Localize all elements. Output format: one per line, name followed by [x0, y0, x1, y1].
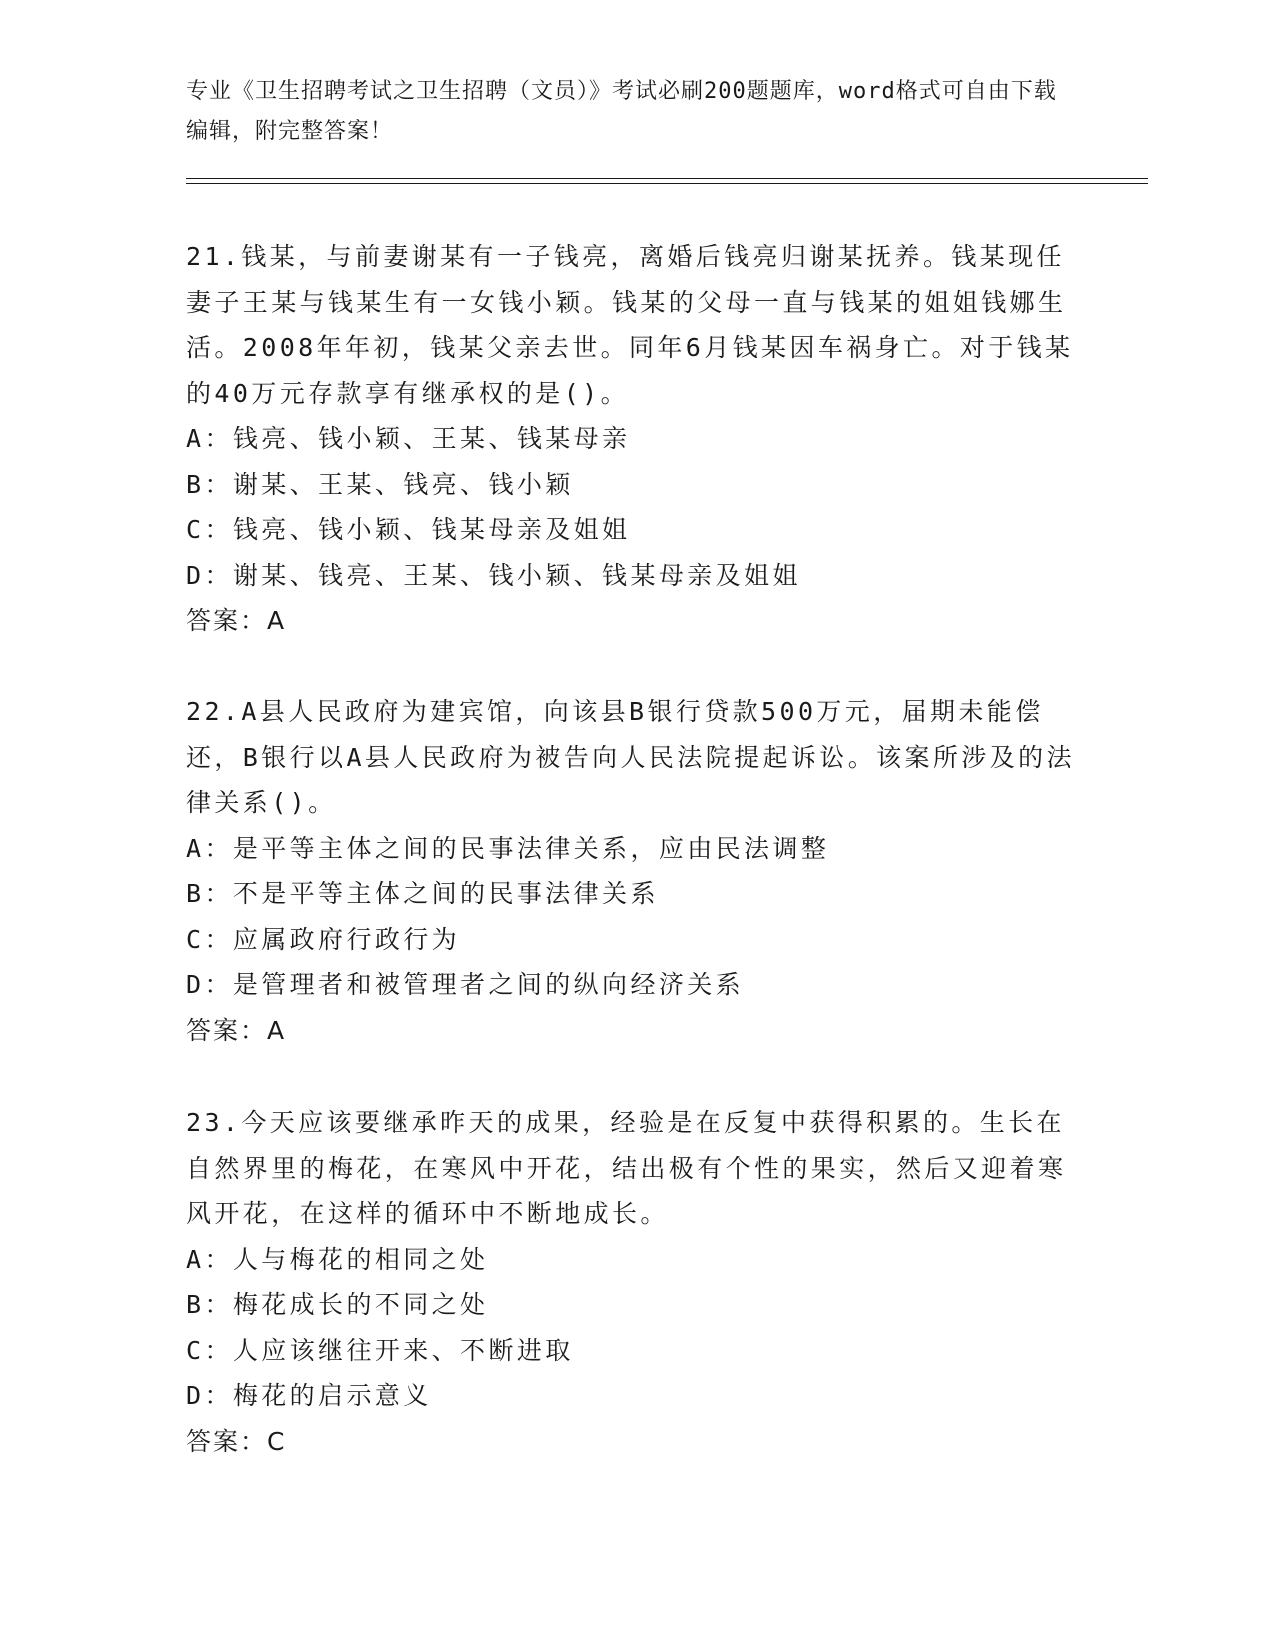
option-b: B：不是平等主体之间的民事法律关系	[186, 879, 659, 908]
option-d: D：梅花的启示意义	[186, 1381, 432, 1410]
option-d: D：谢某、钱亮、王某、钱小颖、钱某母亲及姐姐	[186, 560, 801, 590]
option-c: C：人应该继往开来、不断进取	[186, 1335, 574, 1365]
question-stem: 21.钱某，与前妻谢某有一子钱亮，离婚后钱亮归谢某抚养。钱某现任妻子王某与钱某生有一女钱小颖。钱某的父母一直与钱某的姐姐钱娜生活。2008年年初，钱某父亲去世。同年6月钱某因车祸身亡。对于钱某的40万元存款享有继承权的是()。	[186, 242, 1074, 408]
answer: 答案：A	[186, 606, 287, 635]
answer: 答案：A	[186, 1015, 287, 1045]
header-divider-bottom	[186, 183, 1148, 184]
question-stem: 22.A县人民政府为建宾馆，向该县B银行贷款500万元，届期未能偿还，B银行以A县人民政府为被告向人民法院提起诉讼。该案所涉及的法律关系()。	[186, 697, 1075, 817]
option-a: A：钱亮、钱小颖、王某、钱某母亲	[186, 424, 631, 453]
header-divider-top	[186, 178, 1148, 179]
header-text: 专业《卫生招聘考试之卫生招聘（文员）》考试必刷200题题库，word格式可自由下载编辑，附完整答案！	[186, 79, 1057, 144]
question-stem: 23.今天应该要继承昨天的成果，经验是在反复中获得积累的。生长在自然界里的梅花，在寒风中开花，结出极有个性的果实，然后又迎着寒风开花，在这样的循环中不断地成长。	[186, 1108, 1067, 1228]
option-c: C：应属政府行政行为	[186, 924, 461, 954]
option-b: B：谢某、王某、钱亮、钱小颖	[186, 469, 574, 499]
option-b: B：梅花成长的不同之处	[186, 1290, 489, 1319]
option-d: D：是管理者和被管理者之间的纵向经济关系	[186, 970, 745, 999]
option-a: A：是平等主体之间的民事法律关系，应由民法调整	[186, 833, 830, 863]
document-header	[186, 72, 1066, 152]
option-c: C：钱亮、钱小颖、钱某母亲及姐姐	[186, 515, 631, 544]
question-22	[186, 689, 1086, 1053]
answer: 答案：C	[186, 1426, 287, 1456]
option-a: A：人与梅花的相同之处	[186, 1244, 489, 1274]
question-23	[186, 1100, 1086, 1464]
question-21	[186, 234, 1086, 644]
